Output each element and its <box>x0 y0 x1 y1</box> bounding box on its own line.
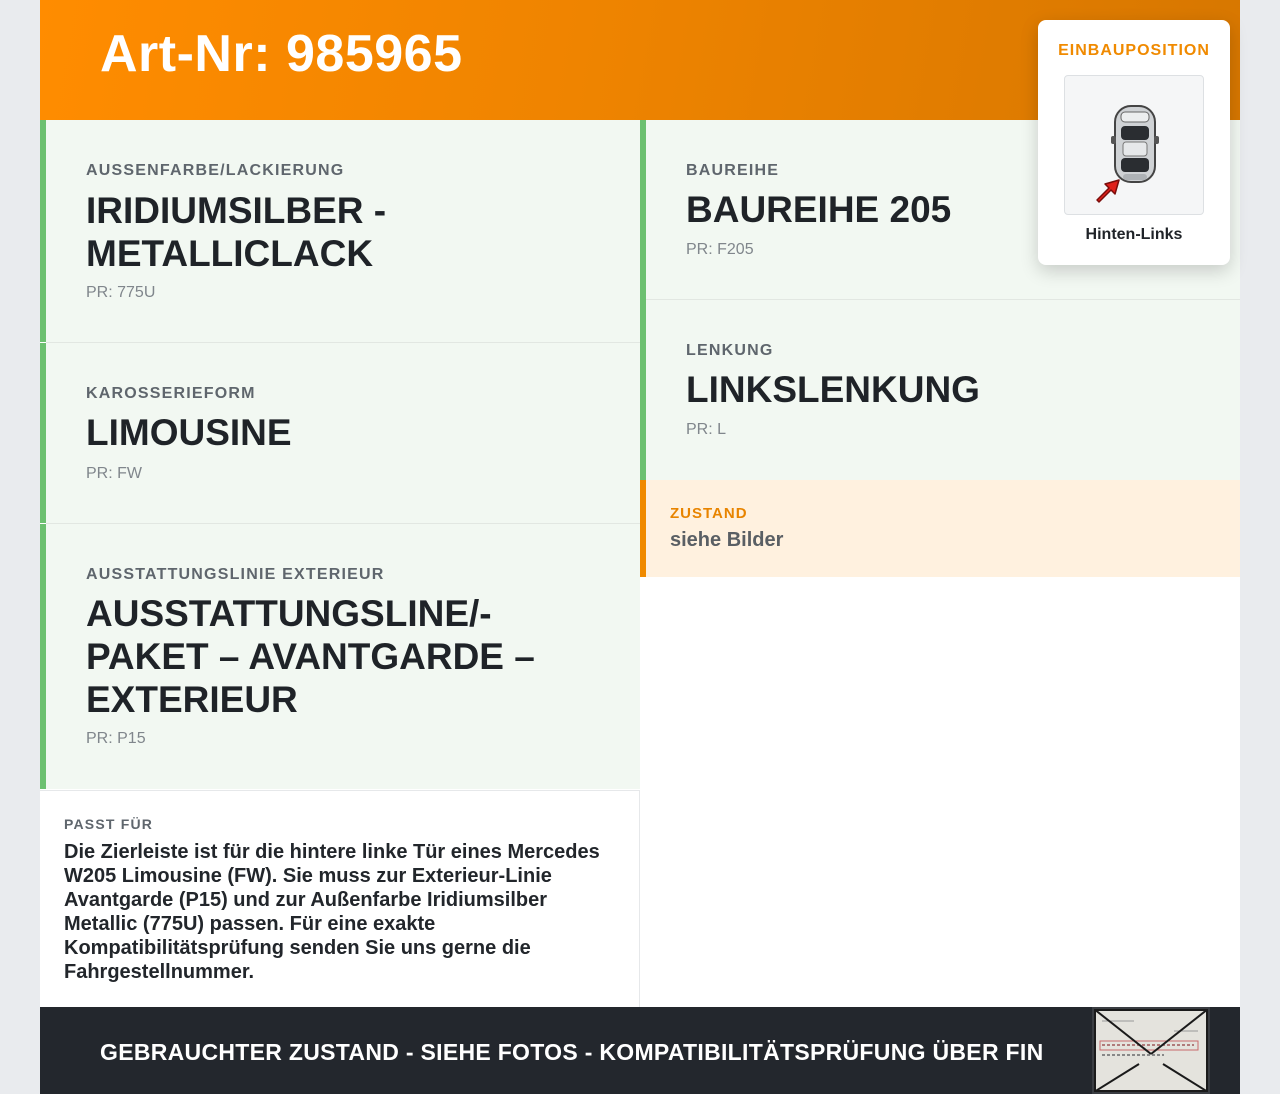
attribute-value: AUSSTATTUNGSLINE/-PAKET – AVANTGARDE – EXTERIEUR <box>86 593 535 720</box>
attribute-pr-code: PR: F205 <box>686 241 754 258</box>
condition-tile <box>640 480 1240 577</box>
product-sheet <box>40 0 1240 1094</box>
footer-text: GEBRAUCHTER ZUSTAND - SIEHE FOTOS - KOMPATIBILITÄTSPRÜFUNG ÜBER FIN <box>100 1039 1044 1065</box>
condition-caption: ZUSTAND <box>670 505 748 522</box>
article-number-title: Art-Nr: 985965 <box>100 25 463 83</box>
vehicle-registration-document-icon[interactable] <box>1092 1007 1210 1094</box>
attribute-value: LINKSLENKUNG <box>686 369 980 410</box>
attribute-pr-code: PR: P15 <box>86 730 146 747</box>
installation-position-card <box>1038 20 1230 265</box>
attribute-tile-lenkung <box>640 300 1240 480</box>
attribute-value: BAUREIHE 205 <box>686 189 952 230</box>
attribute-pr-code: PR: L <box>686 421 727 438</box>
attribute-tile-karosserieform <box>40 343 640 523</box>
document-thumbnail-graphic <box>1094 1009 1208 1092</box>
attribute-value: IRIDIUMSILBER - METALLICLACK <box>86 190 387 274</box>
installation-position-image <box>1064 75 1204 215</box>
attribute-tile-aussenfarbe <box>40 120 640 342</box>
attribute-caption: AUSSENFARBE/LACKIERUNG <box>86 162 345 179</box>
attribute-caption: KAROSSERIEFORM <box>86 385 256 402</box>
installation-position-caption: EINBAUPOSITION <box>1058 42 1210 59</box>
attribute-caption: BAUREIHE <box>686 162 780 179</box>
attribute-caption: AUSSTATTUNGSLINIE EXTERIEUR <box>86 566 385 583</box>
attribute-pr-code: PR: 775U <box>86 284 156 301</box>
attribute-tile-ausstattungslinie <box>40 524 640 789</box>
attribute-value: LIMOUSINE <box>86 412 292 453</box>
footer-bar <box>40 1007 1240 1094</box>
fits-for-text: Die Zierleiste ist für die hintere linke Tür eines Mercedes W205 Limousine (FW). Sie muss zur Exterieur-Linie Avantgarde (P15) und zur Außenfarbe Iridiumsilber Metallic (775U) passen. Für eine exakte Kompatibilitätsprüfung senden Sie uns gerne die Fahrgestellnummer. <box>64 841 600 983</box>
car-top-view-icon <box>1065 76 1203 214</box>
installation-position-label: Hinten-Links <box>1085 226 1183 243</box>
attribute-pr-code: PR: FW <box>86 465 142 482</box>
attribute-caption: LENKUNG <box>686 342 774 359</box>
condition-value: siehe Bilder <box>670 529 784 551</box>
fits-for-caption: PASST FÜR <box>64 816 154 832</box>
fits-for-section <box>40 790 640 1008</box>
